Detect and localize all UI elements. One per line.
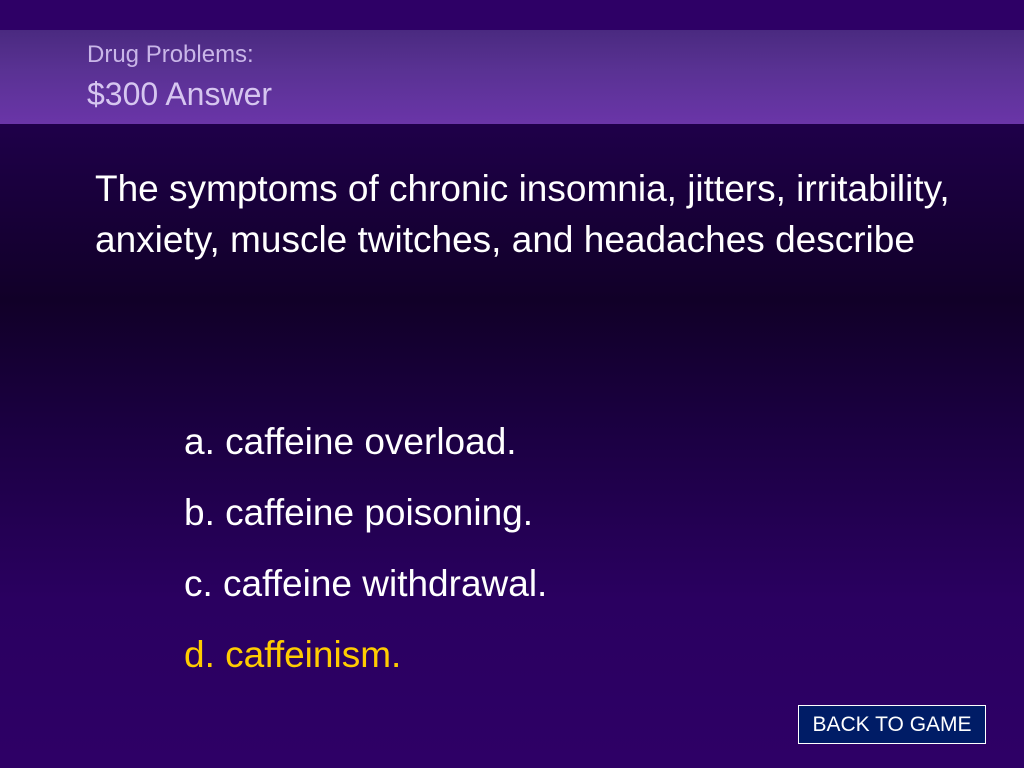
question-text: The symptoms of chronic insomnia, jitters, irritability, anxiety, muscle twitches, and headaches describe	[95, 168, 950, 260]
back-to-game-button[interactable]: BACK TO GAME	[798, 705, 986, 744]
option-a: a. caffeine overload.	[184, 421, 517, 462]
option-c: c. caffeine withdrawal.	[184, 563, 548, 604]
answer-options	[184, 406, 547, 690]
slide-title: $300 Answer	[87, 76, 273, 112]
option-b: b. caffeine poisoning.	[184, 492, 534, 533]
option-d-correct-answer: d. caffeinism.	[184, 634, 402, 675]
slide-category: Drug Problems:	[87, 41, 254, 68]
